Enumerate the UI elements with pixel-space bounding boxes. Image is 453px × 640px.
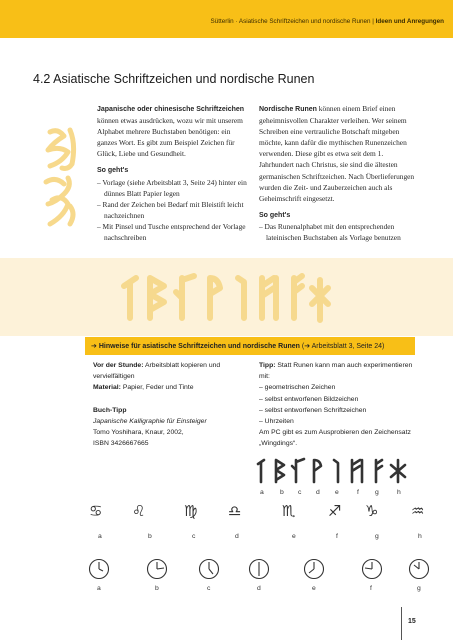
asian-step: – Rand der Zeichen bei Bedarf mit Bleistift leicht nachzeichnen [97, 199, 244, 220]
hint-banner [85, 337, 415, 355]
leo-icon: ♌ [132, 502, 146, 520]
zodiac-letter: e [292, 533, 296, 540]
sagittarius-icon: ♐ [328, 502, 342, 520]
clock-letter: a [97, 585, 101, 592]
clock-icon [250, 560, 269, 579]
clock-symbols [0, 558, 453, 582]
runes-intro-heading: Nordische Runen [259, 106, 317, 113]
rune-letter: b [280, 489, 284, 496]
aquarius-icon: ♒ [411, 502, 425, 520]
zodiac-letter: b [148, 533, 152, 540]
clock-letter: f [370, 585, 372, 592]
book-isbn: ISBN 3426667665 [93, 440, 149, 448]
material-text: Papier, Feder und Tinte [120, 384, 194, 392]
rune-letter: a [260, 489, 264, 496]
zodiac-letter: d [235, 533, 239, 540]
asian-intro-text: können etwas ausdrücken, wozu wir mit unserem Alphabet mehrere Buchstaben benötigen: ein ganzes Wort. Es gibt zum Beispiel Zeichen für Glück, Liebe und Gesundheit. [97, 116, 243, 159]
zodiac-letter: c [192, 533, 196, 540]
zodiac-letter: f [336, 533, 338, 540]
zodiac-letter: g [375, 533, 379, 540]
page-number: 15 [408, 618, 416, 625]
runes-steps-heading: So geht's [259, 211, 291, 219]
runes-intro-text: können einem Brief einen geheimnisvollen Charakter verleihen. Wer seinem Schreiben eine vertrauliche Botschaft mitgeben möchte, kann dafür die mythischen Runenzeichen verwenden. Diese gibt es etwa seit dem 1. Jahrhundert nach Christus, sie sind die ältesten germanischen Schriftzeichen. Nach Überlieferungen wurden die Zeit- und Zauberzeichen auch als Geheimschrift eingesetzt. [259, 104, 415, 203]
zodiac-letter: h [418, 533, 422, 540]
zodiac-letter: a [98, 533, 102, 540]
rune-letter: f [357, 489, 359, 496]
asian-characters-text [97, 103, 247, 243]
asian-step: – Vorlage (siehe Arbeitsblatt 3, Seite 24) hinter ein dünnes Blatt Papier legen [97, 177, 247, 198]
tip-item: – geometrischen Zeichen [259, 384, 336, 392]
page-divider [401, 607, 402, 640]
hint-banner-text: ➔ Hinweise für asiatische Schriftzeichen und nordische Runen (➔ Arbeitsblatt 3, Seite 24) [91, 343, 385, 350]
clock-letter: d [257, 585, 261, 592]
cancer-icon: ♋ [89, 502, 103, 520]
capricorn-icon: ♑ [365, 502, 379, 520]
asian-intro-heading: Japanische oder chinesische Schriftzeichen [97, 106, 245, 113]
tip-item: – selbst entworfenen Schriftzeichen [259, 406, 367, 414]
clock-icon [200, 560, 219, 579]
rune-letter: e [335, 489, 339, 496]
clock-icon [363, 560, 382, 579]
header-bar [0, 0, 453, 38]
rune-alphabet [252, 456, 412, 484]
header-breadcrumb: Sütterlin · Asiatische Schriftzeichen und nordische Runen | Ideen und Anregungen [210, 18, 444, 25]
asian-step: – Mit Pinsel und Tusche entsprechend der Vorlage nachschreiben [97, 221, 246, 243]
rune-decoration-band [0, 258, 453, 336]
preparation-info [93, 360, 253, 449]
virgo-icon: ♍ [184, 502, 198, 520]
rune-letter: h [397, 489, 401, 496]
rune-letter: d [316, 489, 320, 496]
rune-decoration [0, 258, 453, 336]
rune-letter: g [375, 489, 379, 496]
clock-letter: b [155, 585, 159, 592]
book-title: Japanische Kalligraphie für Einsteiger [93, 417, 207, 425]
runes-step: – Das Runenalphabet mit den entsprechenden lateinischen Buchstaben als Vorlage benutzen [259, 221, 401, 243]
pc-tip-text: Am PC gibt es zum Ausprobieren den Zeichensatz „Wingdings“. [259, 429, 411, 448]
zodiac-symbols [0, 502, 453, 522]
prep-label: Vor der Stunde: [93, 362, 144, 369]
clock-icon [410, 560, 429, 579]
asian-steps-heading: So geht's [97, 167, 129, 175]
book-author: Tomo Yoshihara, Knaur, 2002, [93, 429, 184, 437]
clock-icon [90, 560, 109, 579]
nordic-runes-text [259, 103, 417, 243]
clock-icon [305, 560, 324, 579]
prep-text: Arbeitsblatt kopieren und vervielfältigen [93, 362, 221, 381]
asian-characters-illustration [40, 122, 88, 234]
tip-item: – Uhrzeiten [259, 418, 294, 426]
tip-text: Statt Runen kann man auch experimentieren mit: [259, 362, 413, 381]
rune-letter: c [298, 489, 302, 496]
clock-icon [148, 560, 167, 579]
tip-item: – selbst entworfenen Bildzeichen [259, 395, 359, 403]
scorpio-icon: ♏ [282, 502, 296, 520]
clock-letter: c [207, 585, 211, 592]
clock-letter: e [312, 585, 316, 592]
tip-info [259, 360, 419, 450]
section-title: 4.2 Asiatische Schriftzeichen und nordische Runen [33, 72, 315, 86]
material-label: Material: [93, 384, 121, 392]
book-tip-heading: Buch-Tipp [93, 406, 127, 414]
libra-icon: ♎ [228, 502, 242, 520]
tip-label: Tipp: [259, 362, 276, 369]
clock-letter: g [417, 585, 421, 592]
